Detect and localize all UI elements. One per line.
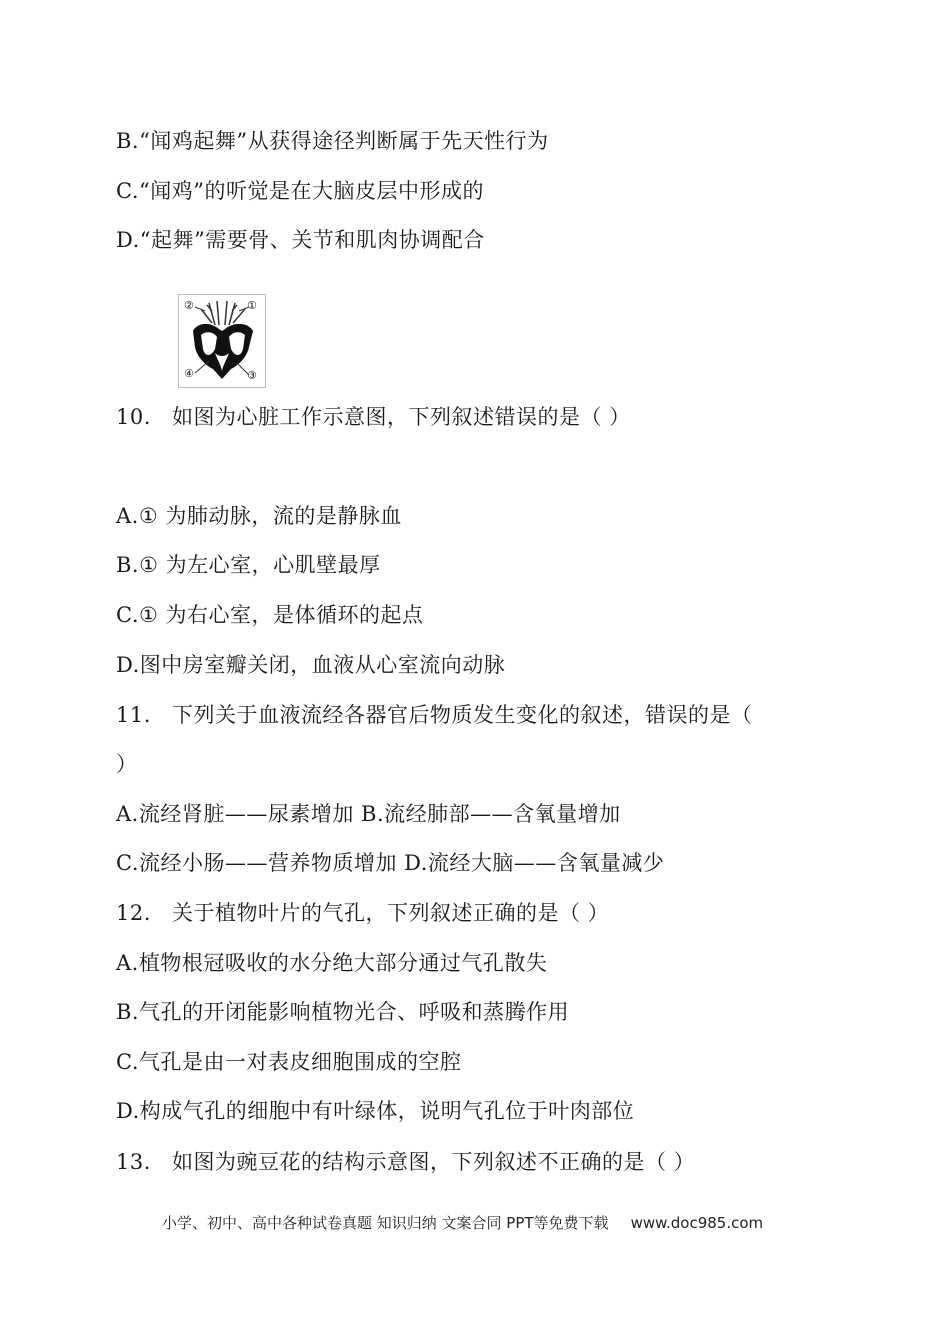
footer-link[interactable]: www.doc985.com: [630, 1214, 764, 1232]
question-number: 11.: [116, 703, 151, 727]
label-4: ④: [184, 367, 194, 380]
q9-option-c: C.“闻鸡”的听觉是在大脑皮层中形成的: [116, 179, 484, 203]
q10-option-b: B.① 为左心室，心肌壁最厚: [116, 553, 381, 577]
q11-stem: [116, 700, 753, 730]
q11-stem-end: ）: [116, 752, 138, 776]
q12-stem: [116, 898, 609, 928]
q10-option-c: C.① 为右心室，是体循环的起点: [116, 603, 424, 627]
label-2: ②: [184, 299, 194, 312]
q11-options-ab: A.流经肾脏——尿素增加 B.流经肺部——含氧量增加: [116, 802, 621, 826]
q9-option-d: D.“起舞”需要骨、关节和肌肉协调配合: [116, 228, 485, 252]
question-text: 下列关于血液流经各器官后物质发生变化的叙述，错误的是（: [172, 703, 753, 727]
label-3: ③: [247, 369, 257, 382]
question-number: 12.: [116, 901, 151, 925]
page-footer: [162, 1212, 763, 1233]
footer-text: 小学、初中、高中各种试卷真题 知识归纳 文案合同 PPT等免费下载: [162, 1214, 609, 1232]
q11-options-cd: C.流经小肠——营养物质增加 D.流经大脑——含氧量减少: [116, 851, 665, 875]
question-text: 关于植物叶片的气孔，下列叙述正确的是（ ）: [172, 901, 610, 925]
q12-option-c: C.气孔是由一对表皮细胞围成的空腔: [116, 1050, 462, 1074]
question-number: 10.: [116, 405, 151, 429]
q12-option-d: D.构成气孔的细胞中有叶绿体，说明气孔位于叶肉部位: [116, 1099, 635, 1123]
q10-option-d: D.图中房室瓣关闭，血液从心室流向动脉: [116, 653, 506, 677]
q10-option-a: A.① 为肺动脉，流的是静脉血: [116, 504, 402, 528]
question-text: 如图为豌豆花的结构示意图，下列叙述不正确的是（ ）: [172, 1150, 696, 1174]
q10-stem: [116, 402, 631, 432]
question-number: 13.: [116, 1150, 151, 1174]
question-text: 如图为心脏工作示意图，下列叙述错误的是（ ）: [172, 405, 631, 429]
q12-option-b: B.气孔的开闭能影响植物光合、呼吸和蒸腾作用: [116, 1000, 570, 1024]
q13-stem: [116, 1147, 695, 1177]
q12-option-a: A.植物根冠吸收的水分绝大部分通过气孔散失: [116, 951, 548, 975]
label-1: ①: [247, 299, 257, 312]
q9-option-b: B.“闻鸡起舞”从获得途径判断属于先天性行为: [116, 129, 549, 153]
heart-diagram: [178, 294, 266, 388]
